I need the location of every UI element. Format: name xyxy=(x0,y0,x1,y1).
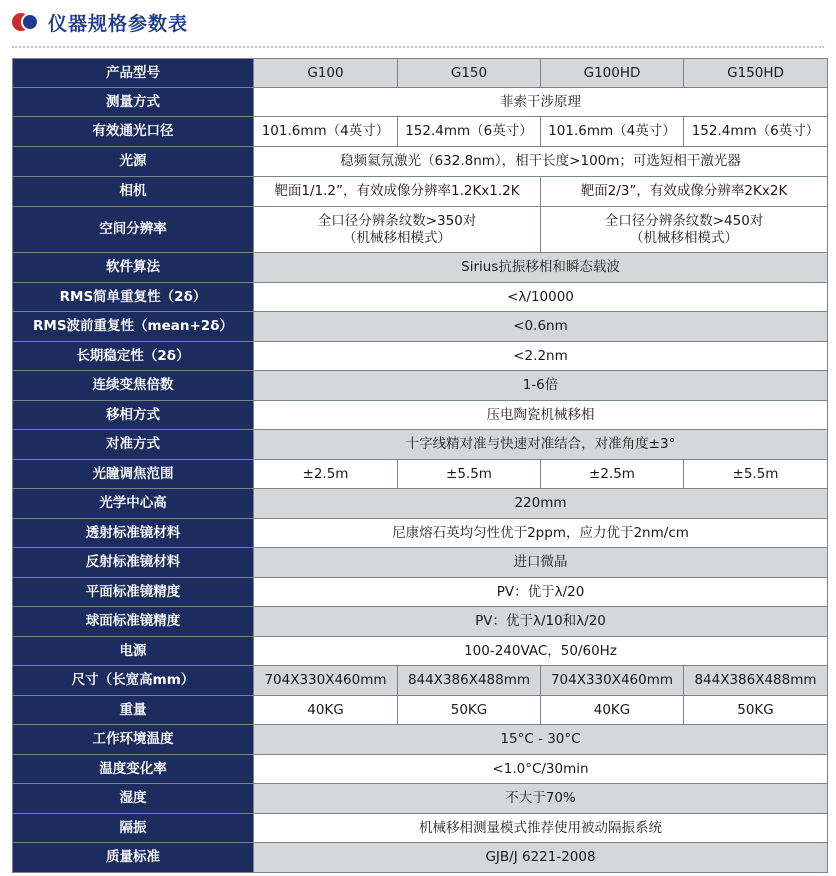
row-label: 透射标准镜材料 xyxy=(13,519,254,548)
row-label: 产品型号 xyxy=(13,59,254,88)
table-row xyxy=(13,460,828,489)
value-cell: 靶面1/1.2”，有效成像分辨率1.2Kx1.2K xyxy=(254,177,541,207)
table-row xyxy=(13,88,828,117)
table-row xyxy=(13,755,828,784)
value-cell: 压电陶瓷机械移相 xyxy=(254,401,828,430)
value-cell: ±2.5m xyxy=(541,460,684,489)
page-header xyxy=(12,8,188,36)
table-row xyxy=(13,401,828,430)
table-row xyxy=(13,207,828,253)
row-label: 对准方式 xyxy=(13,430,254,460)
value-cell: 十字线精对准与快速对准结合，对准角度±3° xyxy=(254,430,828,460)
value-line: （机械移相模式） xyxy=(343,229,451,246)
row-label: 测量方式 xyxy=(13,88,254,117)
value-cell: 100-240VAC，50/60Hz xyxy=(254,637,828,666)
value-cell: <1.0°C/30min xyxy=(254,755,828,784)
row-label: RMS波前重复性（mean+2δ） xyxy=(13,312,254,342)
value-cell: 844X386X488mm xyxy=(684,666,828,696)
table-row xyxy=(13,784,828,814)
row-label: 平面标准镜精度 xyxy=(13,578,254,607)
table-row xyxy=(13,607,828,637)
spec-table xyxy=(12,58,828,873)
value-cell: 菲索干涉原理 xyxy=(254,88,828,117)
row-label: 有效通光口径 xyxy=(13,117,254,147)
value-cell: PV：优于λ/20 xyxy=(254,578,828,607)
value-cell: 704X330X460mm xyxy=(254,666,398,696)
row-label: 连续变焦倍数 xyxy=(13,371,254,401)
value-cell: 704X330X460mm xyxy=(541,666,684,696)
table-row xyxy=(13,430,828,460)
value-cell: 1-6倍 xyxy=(254,371,828,401)
row-label: 隔振 xyxy=(13,814,254,843)
table-row xyxy=(13,253,828,283)
value-cell: <0.6nm xyxy=(254,312,828,342)
row-label: 电源 xyxy=(13,637,254,666)
value-cell: 152.4mm（6英寸） xyxy=(684,117,828,147)
table-row xyxy=(13,548,828,578)
value-cell: 152.4mm（6英寸） xyxy=(398,117,541,147)
row-label: RMS简单重复性（2δ） xyxy=(13,283,254,312)
value-cell: 靶面2/3”，有效成像分辨率2Kx2K xyxy=(541,177,828,207)
row-label: 空间分辨率 xyxy=(13,207,254,253)
table-row xyxy=(13,342,828,371)
value-cell: 40KG xyxy=(541,696,684,725)
table-row xyxy=(13,519,828,548)
table-row xyxy=(13,725,828,755)
value-cell: Sirius抗振移相和瞬态载波 xyxy=(254,253,828,283)
value-cell: 进口微晶 xyxy=(254,548,828,578)
row-label: 球面标准镜精度 xyxy=(13,607,254,637)
value-cell: 220mm xyxy=(254,489,828,519)
row-label: 长期稳定性（2δ） xyxy=(13,342,254,371)
value-cell: 15°C - 30°C xyxy=(254,725,828,755)
model-cell: G100 xyxy=(254,59,398,88)
value-cell: ±5.5m xyxy=(398,460,541,489)
value-cell: 101.6mm（4英寸） xyxy=(254,117,398,147)
value-cell xyxy=(254,207,541,253)
value-cell: ±2.5m xyxy=(254,460,398,489)
value-line: 全口径分辨条纹数>350对 xyxy=(317,212,477,229)
value-cell xyxy=(541,207,828,253)
model-cell: G150HD xyxy=(684,59,828,88)
value-line: （机械移相模式） xyxy=(630,229,738,246)
model-cell: G100HD xyxy=(541,59,684,88)
table-row xyxy=(13,117,828,147)
table-row xyxy=(13,312,828,342)
value-cell: 844X386X488mm xyxy=(398,666,541,696)
page-title: 仪器规格参数表 xyxy=(48,12,189,35)
table-row xyxy=(13,147,828,177)
table-row xyxy=(13,578,828,607)
table-row xyxy=(13,696,828,725)
header-divider xyxy=(12,46,824,48)
row-label: 相机 xyxy=(13,177,254,207)
table-row xyxy=(13,177,828,207)
value-cell: 稳频氦氖激光（632.8nm），相干长度>100m；可选短相干激光器 xyxy=(254,147,828,177)
model-cell: G150 xyxy=(398,59,541,88)
row-label: 软件算法 xyxy=(13,253,254,283)
table-row xyxy=(13,371,828,401)
value-cell: 尼康熔石英均匀性优于2ppm，应力优于2nm/cm xyxy=(254,519,828,548)
row-label: 光源 xyxy=(13,147,254,177)
row-label: 湿度 xyxy=(13,784,254,814)
value-line: 全口径分辨条纹数>450对 xyxy=(604,212,764,229)
table-row-model xyxy=(13,59,828,88)
value-cell: 40KG xyxy=(254,696,398,725)
value-cell: 50KG xyxy=(398,696,541,725)
value-cell: GJB/J 6221-2008 xyxy=(254,843,828,873)
row-label: 反射标准镜材料 xyxy=(13,548,254,578)
row-label: 光学中心高 xyxy=(13,489,254,519)
row-label: 工作环境温度 xyxy=(13,725,254,755)
value-cell: ±5.5m xyxy=(684,460,828,489)
row-label: 移相方式 xyxy=(13,401,254,430)
value-cell: 机械移相测量模式推荐使用被动隔振系统 xyxy=(254,814,828,843)
value-cell: 101.6mm（4英寸） xyxy=(541,117,684,147)
value-cell: 不大于70% xyxy=(254,784,828,814)
value-cell: 50KG xyxy=(684,696,828,725)
table-row xyxy=(13,283,828,312)
row-label: 尺寸（长宽高mm） xyxy=(13,666,254,696)
row-label: 温度变化率 xyxy=(13,755,254,784)
value-cell: PV：优于λ/10和λ/20 xyxy=(254,607,828,637)
table-row xyxy=(13,843,828,873)
table-row xyxy=(13,637,828,666)
row-label: 重量 xyxy=(13,696,254,725)
logo-blue-dot xyxy=(21,13,39,31)
table-row xyxy=(13,489,828,519)
logo-icon xyxy=(12,10,40,34)
table-row xyxy=(13,814,828,843)
value-cell: <2.2nm xyxy=(254,342,828,371)
row-label: 质量标准 xyxy=(13,843,254,873)
table-row xyxy=(13,666,828,696)
row-label: 光瞳调焦范围 xyxy=(13,460,254,489)
value-cell: <λ/10000 xyxy=(254,283,828,312)
